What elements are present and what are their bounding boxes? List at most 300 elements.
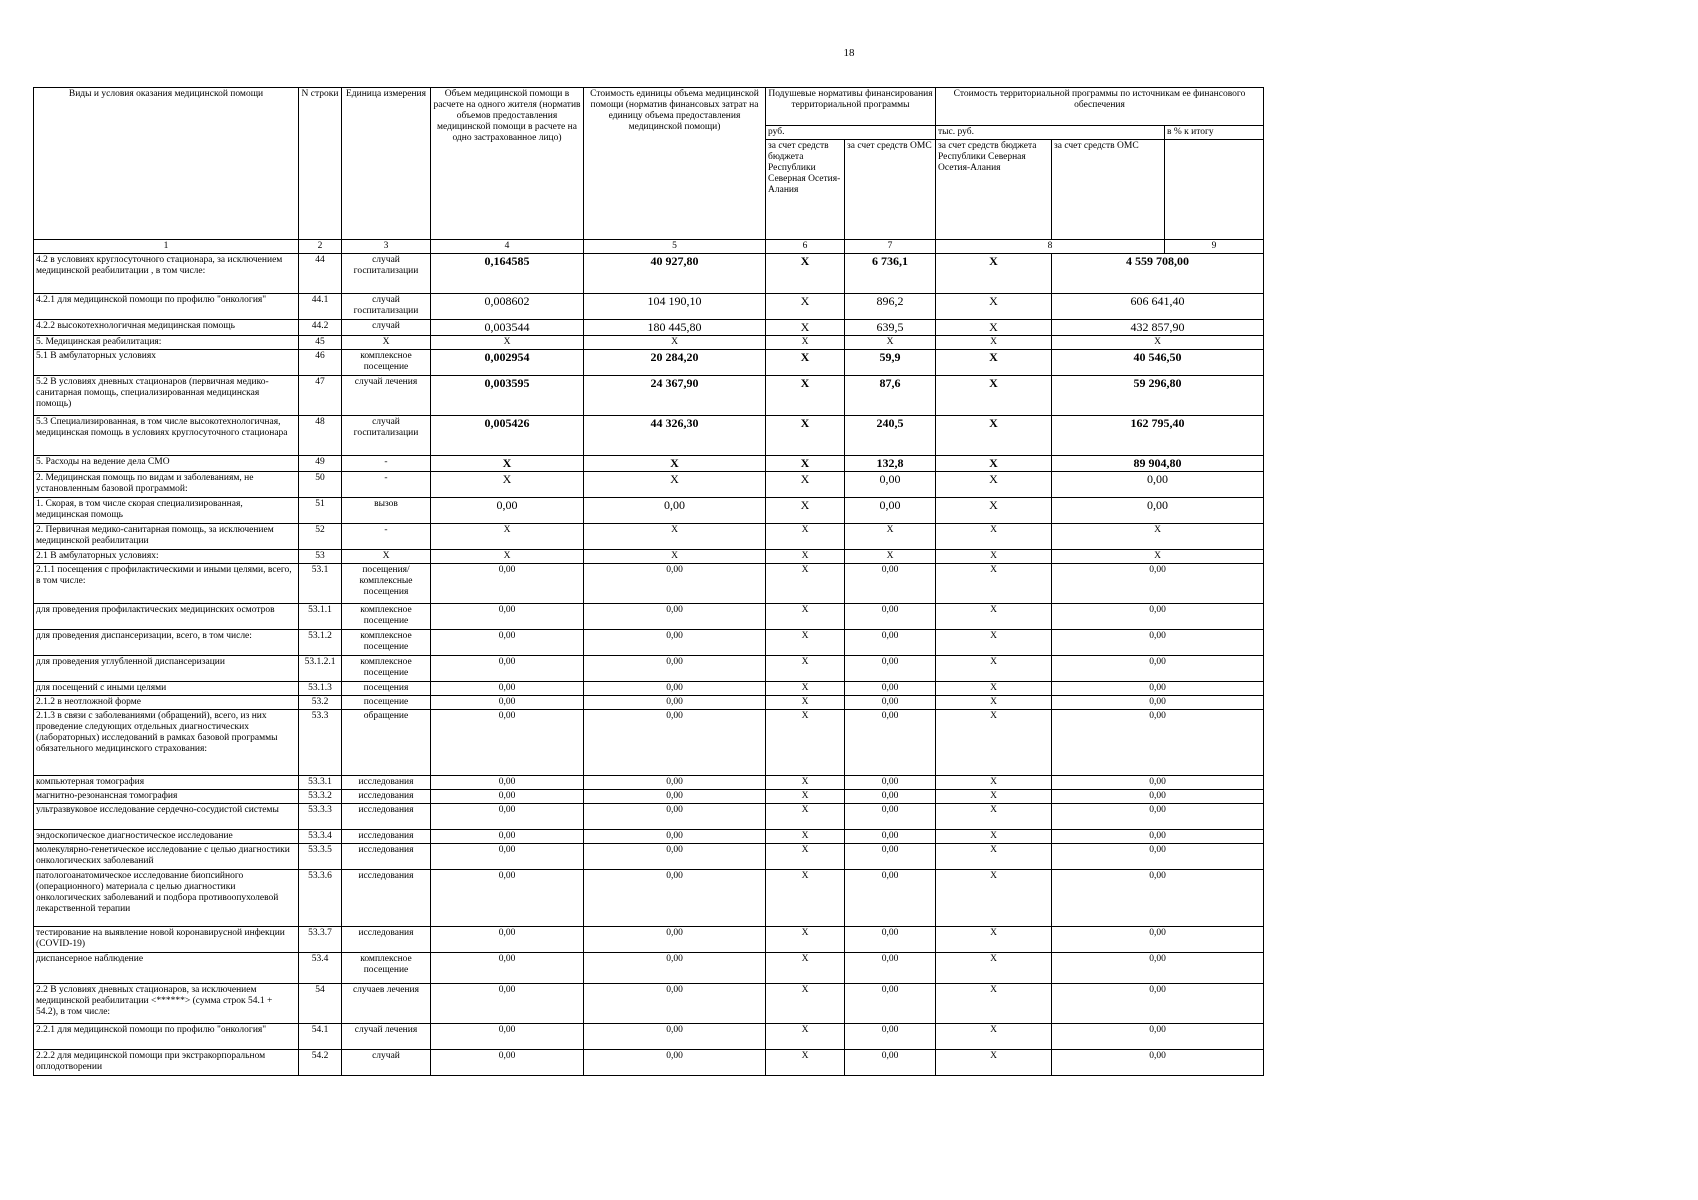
row-unit: вызов	[342, 498, 431, 524]
table-row	[34, 550, 1264, 564]
header-oms-program: за счет средств ОМС	[1052, 140, 1165, 240]
row-number: 51	[299, 498, 342, 524]
cell-oms-program: 606 641,40	[1052, 294, 1264, 320]
cell-cost: 0,00	[584, 682, 766, 696]
cell-budget-program: X	[936, 630, 1052, 656]
cell-budget-program: X	[936, 604, 1052, 630]
table-row	[34, 416, 1264, 456]
cell-budget-percap: X	[766, 870, 845, 927]
row-unit: случаев лечения	[342, 984, 431, 1024]
row-name: тестирование на выявление новой коронавирусной инфекции (COVID-19)	[34, 927, 299, 953]
row-unit: -	[342, 472, 431, 498]
cell-budget-percap: X	[766, 498, 845, 524]
row-unit: -	[342, 524, 431, 550]
cell-volume: 0,00	[431, 790, 584, 804]
cell-budget-program: X	[936, 830, 1052, 844]
header-type: Виды и условия оказания медицинской помощи	[34, 88, 299, 240]
cell-budget-percap: X	[766, 804, 845, 830]
row-number: 44	[299, 254, 342, 294]
row-name: 1. Скорая, в том числе скорая специализированная, медицинская помощь	[34, 498, 299, 524]
cell-volume: 0,003544	[431, 320, 584, 336]
cell-budget-program: X	[936, 524, 1052, 550]
cell-oms-program: 4 559 708,00	[1052, 254, 1264, 294]
cell-oms-program: 0,00	[1052, 1050, 1264, 1076]
row-name: 2.1.3 в связи с заболеваниями (обращений), всего, из них проведение следующих отдельных диагностических (лабораторных) исследований в рамках базовой программы обязательного медицинского страхования:	[34, 710, 299, 776]
row-name: молекулярно-генетическое исследование с целью диагностики онкологических заболеваний	[34, 844, 299, 870]
row-name: 4.2.1 для медицинской помощи по профилю "онкология"	[34, 294, 299, 320]
cell-budget-program: X	[936, 254, 1052, 294]
cell-cost: 0,00	[584, 630, 766, 656]
cell-oms-percap: 0,00	[845, 844, 936, 870]
cell-budget-program: X	[936, 336, 1052, 350]
row-unit: случай лечения	[342, 1024, 431, 1050]
cell-budget-program: X	[936, 927, 1052, 953]
row-number: 53.1	[299, 564, 342, 604]
row-name: 5. Медицинская реабилитация:	[34, 336, 299, 350]
cell-cost: 0,00	[584, 696, 766, 710]
cell-cost: 0,00	[584, 984, 766, 1024]
cell-volume: 0,003595	[431, 376, 584, 416]
cell-budget-program: X	[936, 350, 1052, 376]
cell-budget-percap: X	[766, 844, 845, 870]
row-name: патологоанатомическое исследование биопсийного (операционного) материала с целью диагностики онкологических заболеваний и подбора противоопухолевой лекарственной терапии	[34, 870, 299, 927]
row-unit: исследования	[342, 804, 431, 830]
cell-budget-program: X	[936, 870, 1052, 927]
cell-cost: 0,00	[584, 1050, 766, 1076]
column-number: 5	[584, 240, 766, 254]
row-unit: случай госпитализации	[342, 416, 431, 456]
cell-cost: 0,00	[584, 844, 766, 870]
row-number: 53.3.2	[299, 790, 342, 804]
table-row	[34, 456, 1264, 472]
cell-oms-percap: 0,00	[845, 1024, 936, 1050]
header-unit: Единица измерения	[342, 88, 431, 240]
cell-oms-percap: 896,2	[845, 294, 936, 320]
cell-budget-program: X	[936, 776, 1052, 790]
row-name: 2.2 В условиях дневных стационаров, за исключением медицинской реабилитации <******> (сумма строк 54.1 + 54.2), в том числе:	[34, 984, 299, 1024]
row-unit: обращение	[342, 710, 431, 776]
cell-oms-percap: 0,00	[845, 682, 936, 696]
table-row	[34, 472, 1264, 498]
row-name: для проведения углубленной диспансеризации	[34, 656, 299, 682]
column-number: 1	[34, 240, 299, 254]
cell-oms-percap: 0,00	[845, 830, 936, 844]
cell-budget-program: X	[936, 696, 1052, 710]
cell-oms-program: X	[1052, 336, 1264, 350]
cell-cost: 0,00	[584, 830, 766, 844]
cell-oms-program: 0,00	[1052, 984, 1264, 1024]
cell-budget-percap: X	[766, 350, 845, 376]
row-name: 2.2.1 для медицинской помощи по профилю "онкология"	[34, 1024, 299, 1050]
cell-budget-program: X	[936, 456, 1052, 472]
cell-budget-program: X	[936, 682, 1052, 696]
row-number: 53.3.3	[299, 804, 342, 830]
cell-budget-program: X	[936, 710, 1052, 776]
row-number: 54.2	[299, 1050, 342, 1076]
column-number: 8	[936, 240, 1165, 254]
cell-budget-percap: X	[766, 630, 845, 656]
cell-oms-percap: 0,00	[845, 696, 936, 710]
table-row	[34, 604, 1264, 630]
row-number: 53.3.6	[299, 870, 342, 927]
cell-oms-program: 0,00	[1052, 564, 1264, 604]
cell-oms-percap: 132,8	[845, 456, 936, 472]
row-number: 44.2	[299, 320, 342, 336]
row-name: 4.2.2 высокотехнологичная медицинская помощь	[34, 320, 299, 336]
row-number: 53.1.2.1	[299, 656, 342, 682]
table-row	[34, 844, 1264, 870]
cell-oms-program: 0,00	[1052, 870, 1264, 927]
cell-volume: 0,00	[431, 696, 584, 710]
row-name: 2.1.1 посещения с профилактическими и иными целями, всего, в том числе:	[34, 564, 299, 604]
row-number: 53.1.3	[299, 682, 342, 696]
row-number: 53.3.1	[299, 776, 342, 790]
cell-oms-percap: 87,6	[845, 376, 936, 416]
row-number: 53.3.5	[299, 844, 342, 870]
header-cost: Стоимость единицы объема медицинской помощи (норматив финансовых затрат на единицу объема предоставления медицинской помощи)	[584, 88, 766, 240]
header-percent-total: в % к итогу	[1165, 126, 1264, 140]
cell-budget-percap: X	[766, 984, 845, 1024]
cell-budget-percap: X	[766, 294, 845, 320]
table-row	[34, 336, 1264, 350]
cell-oms-program: 0,00	[1052, 472, 1264, 498]
row-unit: посещения	[342, 682, 431, 696]
row-unit: комплексное посещение	[342, 656, 431, 682]
cell-budget-percap: X	[766, 320, 845, 336]
cell-budget-program: X	[936, 320, 1052, 336]
cell-cost: 0,00	[584, 604, 766, 630]
row-name: эндоскопическое диагностическое исследование	[34, 830, 299, 844]
row-number: 45	[299, 336, 342, 350]
cell-cost: 0,00	[584, 870, 766, 927]
cell-oms-percap: 59,9	[845, 350, 936, 376]
table-row	[34, 498, 1264, 524]
cell-budget-percap: X	[766, 776, 845, 790]
cell-volume: X	[431, 472, 584, 498]
row-unit: случай лечения	[342, 376, 431, 416]
cell-oms-program: 0,00	[1052, 630, 1264, 656]
table-row	[34, 870, 1264, 927]
cell-cost: 0,00	[584, 804, 766, 830]
row-name: магнитно-резонансная томография	[34, 790, 299, 804]
cell-oms-program: 0,00	[1052, 498, 1264, 524]
cell-budget-percap: X	[766, 1050, 845, 1076]
column-number: 2	[299, 240, 342, 254]
cell-cost: 40 927,80	[584, 254, 766, 294]
row-number: 52	[299, 524, 342, 550]
column-number: 4	[431, 240, 584, 254]
cell-oms-program: 0,00	[1052, 682, 1264, 696]
cell-budget-program: X	[936, 498, 1052, 524]
cell-volume: 0,00	[431, 498, 584, 524]
cell-budget-percap: X	[766, 682, 845, 696]
table-row	[34, 682, 1264, 696]
cell-oms-program: 59 296,80	[1052, 376, 1264, 416]
cell-budget-program: X	[936, 564, 1052, 604]
cell-oms-program: 0,00	[1052, 710, 1264, 776]
table-row	[34, 656, 1264, 682]
cell-oms-percap: X	[845, 550, 936, 564]
cell-budget-program: X	[936, 953, 1052, 984]
cell-volume: 0,00	[431, 953, 584, 984]
cell-volume: X	[431, 524, 584, 550]
row-unit: исследования	[342, 870, 431, 927]
cell-cost: 0,00	[584, 498, 766, 524]
cell-budget-percap: X	[766, 472, 845, 498]
row-name: 2.1.2 в неотложной форме	[34, 696, 299, 710]
cell-budget-percap: X	[766, 524, 845, 550]
table-row	[34, 294, 1264, 320]
cell-oms-program: 162 795,40	[1052, 416, 1264, 456]
cell-budget-program: X	[936, 790, 1052, 804]
cell-volume: 0,00	[431, 804, 584, 830]
cell-oms-program: 432 857,90	[1052, 320, 1264, 336]
cell-budget-percap: X	[766, 254, 845, 294]
row-unit: случай госпитализации	[342, 254, 431, 294]
cell-volume: 0,00	[431, 682, 584, 696]
header-budget-rso-percap: за счет средств бюджета Республики Северная Осетия-Алания	[766, 140, 845, 240]
cell-cost: 0,00	[584, 564, 766, 604]
cell-budget-percap: X	[766, 416, 845, 456]
row-number: 53.1.2	[299, 630, 342, 656]
cell-cost: 0,00	[584, 790, 766, 804]
cell-budget-percap: X	[766, 696, 845, 710]
cell-budget-percap: X	[766, 830, 845, 844]
cell-oms-percap: 6 736,1	[845, 254, 936, 294]
row-unit: X	[342, 336, 431, 350]
row-unit: случай	[342, 320, 431, 336]
row-name: диспансерное наблюдение	[34, 953, 299, 984]
cell-oms-program: 0,00	[1052, 844, 1264, 870]
header-percent-empty	[1165, 140, 1264, 240]
row-unit: исследования	[342, 790, 431, 804]
cell-oms-percap: 0,00	[845, 564, 936, 604]
row-number: 49	[299, 456, 342, 472]
cell-oms-percap: 0,00	[845, 927, 936, 953]
cell-oms-program: 0,00	[1052, 953, 1264, 984]
cell-oms-percap: 0,00	[845, 870, 936, 927]
table-row	[34, 350, 1264, 376]
cell-cost: 0,00	[584, 656, 766, 682]
cell-oms-program: X	[1052, 550, 1264, 564]
row-number: 53	[299, 550, 342, 564]
cell-budget-percap: X	[766, 656, 845, 682]
row-number: 54.1	[299, 1024, 342, 1050]
cell-oms-percap: 0,00	[845, 656, 936, 682]
row-number: 53.3	[299, 710, 342, 776]
table-row	[34, 524, 1264, 550]
cell-volume: 0,00	[431, 630, 584, 656]
header-program-cost: Стоимость территориальной программы по источникам ее финансового обеспечения	[936, 88, 1264, 126]
cell-budget-program: X	[936, 844, 1052, 870]
table-row	[34, 953, 1264, 984]
row-unit: посещения/ комплексные посещения	[342, 564, 431, 604]
row-unit: комплексное посещение	[342, 604, 431, 630]
cell-volume: 0,00	[431, 564, 584, 604]
column-number: 6	[766, 240, 845, 254]
row-name: для проведения диспансеризации, всего, в том числе:	[34, 630, 299, 656]
column-number: 9	[1165, 240, 1264, 254]
cell-oms-program: 0,00	[1052, 790, 1264, 804]
cell-oms-percap: 0,00	[845, 776, 936, 790]
header-budget-rso-program: за счет средств бюджета Республики Северная Осетия-Алания	[936, 140, 1052, 240]
cell-budget-percap: X	[766, 953, 845, 984]
cell-budget-percap: X	[766, 604, 845, 630]
cell-oms-percap: 0,00	[845, 953, 936, 984]
cell-oms-program: 0,00	[1052, 604, 1264, 630]
cell-oms-percap: 240,5	[845, 416, 936, 456]
cell-oms-percap: 0,00	[845, 984, 936, 1024]
table-row	[34, 776, 1264, 790]
cell-cost: 0,00	[584, 953, 766, 984]
row-name: 2.2.2 для медицинской помощи при экстракорпоральном оплодотворении	[34, 1050, 299, 1076]
cell-volume: 0,00	[431, 776, 584, 790]
cell-budget-program: X	[936, 294, 1052, 320]
column-number: 3	[342, 240, 431, 254]
cell-cost: 24 367,90	[584, 376, 766, 416]
cell-cost: 0,00	[584, 710, 766, 776]
table-row	[34, 927, 1264, 953]
table-row	[34, 376, 1264, 416]
cell-budget-percap: X	[766, 927, 845, 953]
cell-volume: 0,002954	[431, 350, 584, 376]
cell-volume: 0,005426	[431, 416, 584, 456]
row-unit: посещение	[342, 696, 431, 710]
header-thous-rub: тыс. руб.	[936, 126, 1165, 140]
cell-volume: X	[431, 456, 584, 472]
header-row-number: N строки	[299, 88, 342, 240]
cell-budget-percap: X	[766, 790, 845, 804]
cell-budget-percap: X	[766, 710, 845, 776]
cell-volume: 0,00	[431, 844, 584, 870]
row-name: 4.2 в условиях круглосуточного стационара, за исключением медицинской реабилитации , в том числе:	[34, 254, 299, 294]
cell-oms-percap: X	[845, 336, 936, 350]
row-number: 53.1.1	[299, 604, 342, 630]
cell-oms-percap: X	[845, 524, 936, 550]
cell-oms-percap: 0,00	[845, 472, 936, 498]
row-unit: исследования	[342, 844, 431, 870]
cell-budget-percap: X	[766, 336, 845, 350]
cell-budget-program: X	[936, 550, 1052, 564]
cell-cost: 44 326,30	[584, 416, 766, 456]
row-name: для посещений с иными целями	[34, 682, 299, 696]
cell-cost: 180 445,80	[584, 320, 766, 336]
cell-budget-program: X	[936, 804, 1052, 830]
cell-volume: 0,00	[431, 1024, 584, 1050]
table-row	[34, 1050, 1264, 1076]
cell-oms-program: 0,00	[1052, 776, 1264, 790]
cell-oms-program: 0,00	[1052, 696, 1264, 710]
cell-cost: X	[584, 550, 766, 564]
row-number: 44.1	[299, 294, 342, 320]
row-name: 2. Первичная медико-санитарная помощь, за исключением медицинской реабилитации	[34, 524, 299, 550]
row-unit: X	[342, 550, 431, 564]
row-number: 53.2	[299, 696, 342, 710]
cell-cost: 0,00	[584, 927, 766, 953]
cell-oms-program: 0,00	[1052, 656, 1264, 682]
financing-table	[33, 87, 1264, 1076]
cell-cost: X	[584, 456, 766, 472]
cell-oms-program: X	[1052, 524, 1264, 550]
cell-budget-program: X	[936, 656, 1052, 682]
cell-cost: X	[584, 524, 766, 550]
cell-oms-percap: 0,00	[845, 790, 936, 804]
row-unit: случай госпитализации	[342, 294, 431, 320]
cell-budget-program: X	[936, 984, 1052, 1024]
header-rub: руб.	[766, 126, 936, 140]
header-oms-percap: за счет средств ОМС	[845, 140, 936, 240]
cell-budget-program: X	[936, 1024, 1052, 1050]
row-name: 5.1 В амбулаторных условиях	[34, 350, 299, 376]
cell-budget-percap: X	[766, 564, 845, 604]
cell-volume: X	[431, 550, 584, 564]
table-row	[34, 564, 1264, 604]
cell-cost: X	[584, 472, 766, 498]
cell-oms-program: 89 904,80	[1052, 456, 1264, 472]
row-number: 47	[299, 376, 342, 416]
table-row	[34, 804, 1264, 830]
row-name: 5.2 В условиях дневных стационаров (первичная медико-санитарная помощь, специализированная медицинская помощь)	[34, 376, 299, 416]
table-row	[34, 254, 1264, 294]
row-unit: исследования	[342, 830, 431, 844]
cell-volume: 0,00	[431, 1050, 584, 1076]
table-row	[34, 696, 1264, 710]
column-number: 7	[845, 240, 936, 254]
row-number: 53.3.7	[299, 927, 342, 953]
page-number: 18	[843, 47, 855, 59]
cell-budget-program: X	[936, 376, 1052, 416]
cell-oms-percap: 639,5	[845, 320, 936, 336]
cell-budget-percap: X	[766, 456, 845, 472]
row-number: 54	[299, 984, 342, 1024]
row-name: ультразвуковое исследование сердечно-сосудистой системы	[34, 804, 299, 830]
header-volume: Объем медицинской помощи в расчете на одного жителя (норматив объемов предоставления медицинской помощи в расчете на одно застрахованное лицо)	[431, 88, 584, 240]
cell-oms-program: 0,00	[1052, 804, 1264, 830]
row-number: 53.3.4	[299, 830, 342, 844]
cell-volume: 0,00	[431, 710, 584, 776]
cell-oms-percap: 0,00	[845, 498, 936, 524]
cell-oms-program: 0,00	[1052, 830, 1264, 844]
cell-oms-percap: 0,00	[845, 1050, 936, 1076]
row-number: 50	[299, 472, 342, 498]
row-unit: комплексное посещение	[342, 953, 431, 984]
cell-volume: 0,00	[431, 870, 584, 927]
cell-oms-percap: 0,00	[845, 804, 936, 830]
row-unit: исследования	[342, 776, 431, 790]
row-unit: исследования	[342, 927, 431, 953]
cell-oms-percap: 0,00	[845, 710, 936, 776]
cell-cost: X	[584, 336, 766, 350]
table-row	[34, 630, 1264, 656]
cell-volume: 0,00	[431, 830, 584, 844]
table-row	[34, 830, 1264, 844]
row-unit: комплексное посещение	[342, 350, 431, 376]
cell-budget-program: X	[936, 1050, 1052, 1076]
cell-volume: 0,00	[431, 656, 584, 682]
row-unit: комплексное посещение	[342, 630, 431, 656]
table-row	[34, 984, 1264, 1024]
table-row	[34, 710, 1264, 776]
cell-budget-program: X	[936, 416, 1052, 456]
cell-oms-program: 0,00	[1052, 927, 1264, 953]
cell-oms-program: 40 546,50	[1052, 350, 1264, 376]
row-number: 53.4	[299, 953, 342, 984]
cell-cost: 0,00	[584, 776, 766, 790]
row-name: 5. Расходы на ведение дела СМО	[34, 456, 299, 472]
cell-cost: 20 284,20	[584, 350, 766, 376]
row-name: 2.1 В амбулаторных условиях:	[34, 550, 299, 564]
cell-oms-percap: 0,00	[845, 604, 936, 630]
